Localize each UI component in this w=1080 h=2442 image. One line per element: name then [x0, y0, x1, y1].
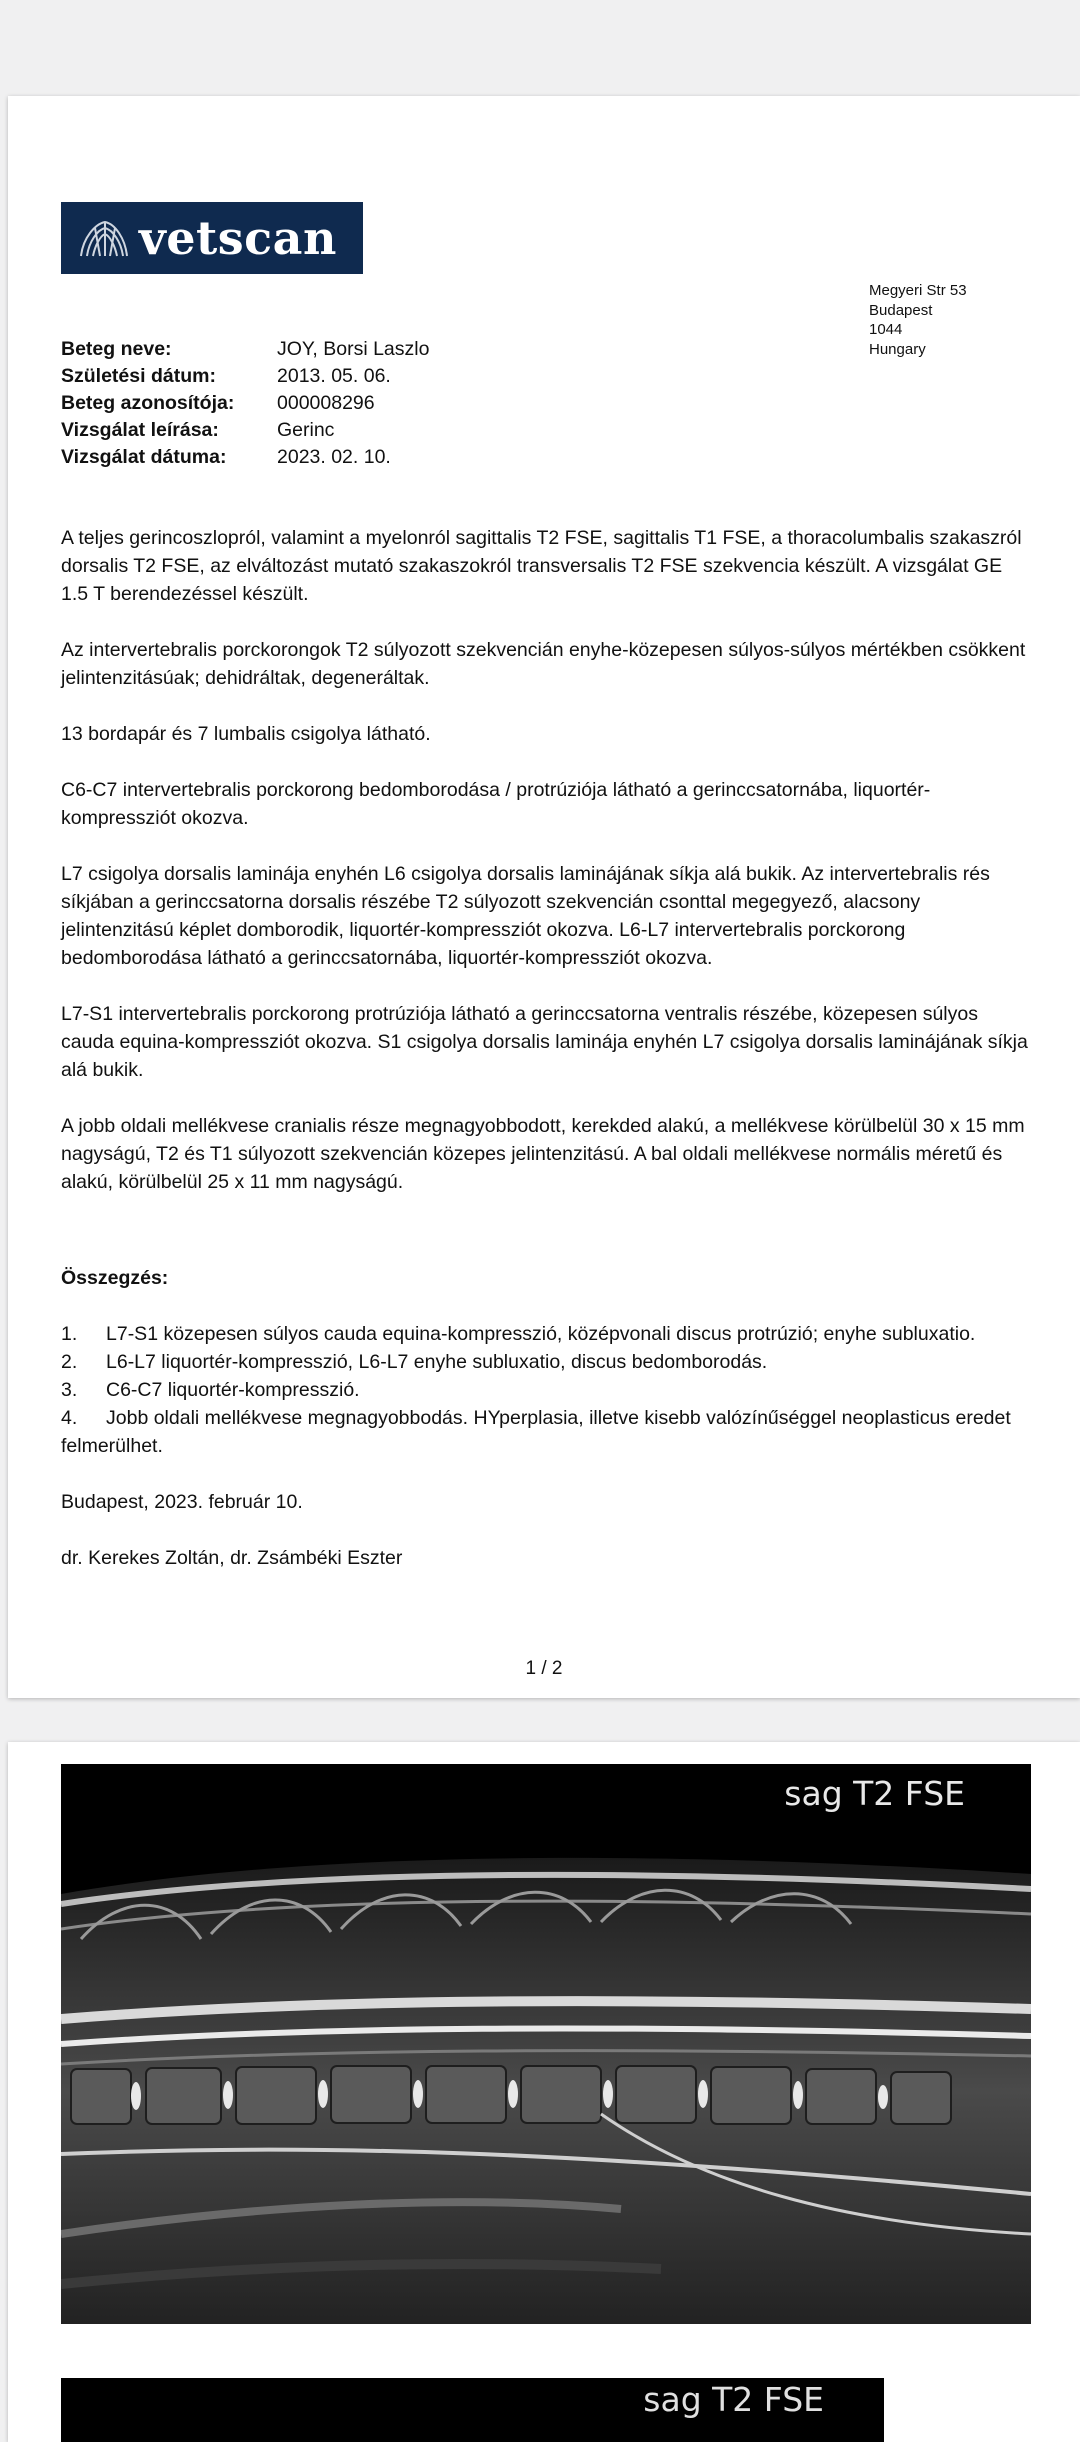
paragraph: A jobb oldali mellékvese cranialis része megnagyobbodott, kerekded alakú, a mellékvese körülbelül 30 x 15 mm nagyságú, T2 és T1 súlyozott szekvencián közepes jelintenzitású. A bal oldali mellékvese normális méretű és alakú, körülbelül 25 x 11 mm nagyságú. [61, 1115, 1025, 1193]
paragraph: Az intervertebralis porckorongok T2 súlyozott szekvencián enyhe-közepesen súlyos-súlyos mértékben csökkent jelintenzitásúak; dehidráltak, degeneráltak. [61, 639, 1026, 689]
patient-id: 000008296 [277, 392, 375, 414]
page-number: 1 / 2 [525, 1658, 563, 1679]
findings-text [61, 524, 1031, 1224]
mri-image-sag-t2 [61, 1764, 1031, 2324]
logo-text: vetscan [139, 211, 337, 265]
exam-description-row [61, 417, 429, 444]
address-country: Hungary [869, 340, 926, 358]
address-city: Budapest [869, 301, 933, 319]
patient-name: JOY, Borsi Laszlo [277, 338, 430, 360]
summary-item [61, 1348, 1031, 1376]
exam-date-row [61, 444, 429, 471]
paragraph: C6-C7 intervertebralis porckorong bedomborodása / protrúziója látható a gerinccsatornába, liquortér-kompressziót okozva. [61, 779, 931, 829]
summary-item [61, 1320, 1031, 1348]
summary-section [61, 1264, 1031, 1600]
patient-id-row [61, 390, 429, 417]
clinic-address [869, 281, 967, 359]
vetscan-logo [61, 202, 363, 274]
report-page-2 [8, 1742, 1080, 2442]
paragraph: A teljes gerincoszlopról, valamint a myelonról sagittalis T2 FSE, sagittalis T1 FSE, a thoracolumbalis szakaszról dorsalis T2 FSE, az elváltozást mutató szakaszokról transversalis T2 FSE szekvencia készült. A vizsgálat GE 1.5 T berendezéssel készült. [61, 527, 1022, 605]
summary-title: Összegzés: [61, 1267, 169, 1289]
item-number: 3. [61, 1379, 78, 1401]
spine-logo-icon [73, 216, 133, 260]
report-page-1 [8, 96, 1080, 1698]
field-label: Vizsgálat leírása: [61, 419, 219, 441]
address-zip: 1044 [869, 321, 903, 338]
exam-date: 2023. 02. 10. [277, 446, 391, 468]
mri-image-second [61, 2378, 884, 2442]
item-number: 1. [61, 1323, 78, 1345]
mri-scan-image [61, 1764, 1031, 2324]
place-date: Budapest, 2023. február 10. [61, 1491, 303, 1513]
field-label: Vizsgálat dátuma: [61, 446, 227, 468]
sequence-label: sag T2 FSE [784, 1774, 965, 1813]
item-text: L6-L7 liquortér-kompresszió, L6-L7 enyhe subluxatio, discus bedomborodás. [106, 1351, 768, 1373]
item-number: 2. [61, 1351, 78, 1373]
summary-item [61, 1376, 1031, 1404]
item-text: C6-C7 liquortér-kompresszió. [106, 1379, 360, 1401]
paragraph: L7-S1 intervertebralis porckorong protrúziója látható a gerinccsatorna ventralis részébe, közepesen súlyos cauda equina-kompressziót okozva. S1 csigolya dorsalis laminája enyhén L7 csigolya dorsalis laminájának síkja alá bukik. [61, 1003, 1028, 1081]
exam-description: Gerinc [277, 419, 335, 441]
item-number: 4. [61, 1407, 78, 1429]
field-label: Beteg neve: [61, 338, 172, 360]
item-text: L7-S1 közepesen súlyos cauda equina-kompresszió, középvonali discus protrúzió; enyhe subluxatio. [106, 1323, 976, 1345]
field-label: Beteg azonosítója: [61, 392, 235, 414]
paragraph: L7 csigolya dorsalis laminája enyhén L6 csigolya dorsalis laminájának síkja alá bukik. Az intervertebralis rés síkjában a gerinccsatorna dorsalis részébe T2 súlyozott szekvencián csonttal megegyező, alacsony jelintenzitású képlet domborodik, liquortér-kompressziót okozva. L6-L7 intervertebralis porckorong bedomborodása látható a gerinccsatornába, liquortér-kompressziót okozva. [61, 863, 990, 969]
field-label: Születési dátum: [61, 365, 216, 387]
birth-date-row [61, 363, 429, 390]
summary-item [61, 1404, 1031, 1460]
signature: dr. Kerekes Zoltán, dr. Zsámbéki Eszter [61, 1547, 403, 1569]
sequence-label: sag T2 FSE [643, 2380, 824, 2419]
paragraph: 13 bordapár és 7 lumbalis csigolya látható. [61, 723, 431, 745]
patient-info [61, 336, 429, 471]
item-text: Jobb oldali mellékvese megnagyobbodás. HYperplasia, illetve kisebb valózínűséggel neoplasticus eredet felmerülhet. [61, 1407, 1011, 1457]
summary-list [61, 1320, 1031, 1460]
address-street: Megyeri Str 53 [869, 282, 967, 299]
birth-date: 2013. 05. 06. [277, 365, 391, 387]
patient-name-row [61, 336, 429, 363]
